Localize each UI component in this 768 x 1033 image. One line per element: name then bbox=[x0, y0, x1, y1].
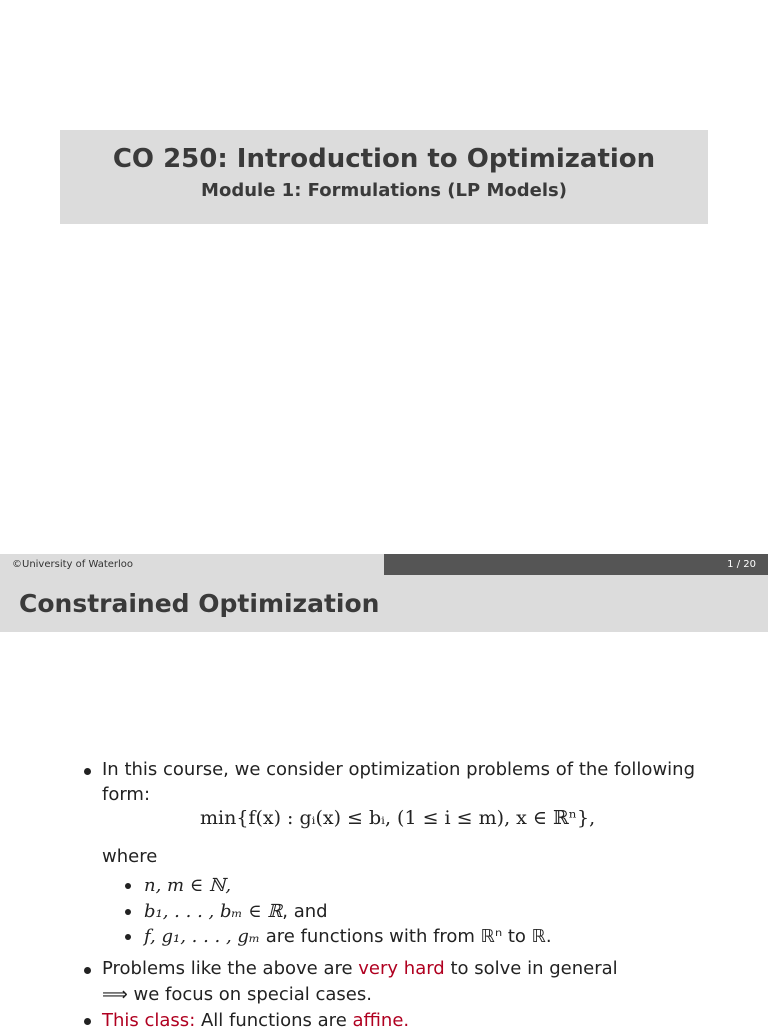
module-subtitle: Module 1: Formulations (LP Models) bbox=[201, 180, 567, 201]
sub-bullet-2 bbox=[144, 899, 328, 924]
course-title: CO 250: Introduction to Optimization bbox=[112, 144, 656, 174]
footer-institution bbox=[0, 554, 384, 575]
slide-content bbox=[0, 632, 768, 1031]
frame-title-bar bbox=[0, 575, 768, 632]
bullet-2-line-1 bbox=[102, 956, 618, 981]
sub-bullet-3 bbox=[144, 924, 552, 949]
sub-bullet-1-math: n, m ∈ ℕ, bbox=[144, 875, 232, 896]
sub-bullet-dot bbox=[125, 934, 131, 940]
title-slide-box bbox=[60, 130, 708, 224]
bullet-2-pre: Problems like the above are bbox=[102, 958, 359, 979]
bullet-1-line-2: form: bbox=[102, 784, 151, 805]
bullet-2-post: to solve in general bbox=[444, 958, 618, 979]
bullet-dot bbox=[84, 967, 91, 974]
bullet-3-line-1 bbox=[102, 1008, 409, 1033]
footer-institution-label: ©University of Waterloo bbox=[12, 559, 134, 570]
sub-bullet-2-math: b₁, . . . , bₘ ∈ ℝ bbox=[144, 901, 283, 922]
bullet-2-emphasis: very hard bbox=[358, 958, 445, 979]
sub-bullet-3-math: f, g₁, . . . , gₘ bbox=[144, 926, 260, 947]
frame-title: Constrained Optimization bbox=[19, 589, 380, 618]
sub-bullet-dot bbox=[125, 883, 131, 889]
bullet-dot bbox=[84, 768, 91, 775]
where-label: where bbox=[102, 846, 158, 867]
bullet-3-text: All functions are bbox=[195, 1010, 353, 1031]
sub-bullet-1 bbox=[144, 873, 231, 898]
bullet-1-line-1: In this course, we consider optimization problems of the following bbox=[102, 759, 695, 780]
page-number-label: 1 / 20 bbox=[727, 559, 756, 570]
sub-bullet-dot bbox=[125, 909, 131, 915]
sub-bullet-2-text: , and bbox=[282, 901, 328, 922]
bullet-3-label: This class: bbox=[102, 1010, 196, 1031]
bullet-2-line-2: ⟹ we focus on special cases. bbox=[102, 984, 372, 1005]
footer-page-number bbox=[384, 554, 768, 575]
bullet-3-emphasis: affine. bbox=[352, 1010, 410, 1031]
sub-bullet-3-text: are functions with from ℝⁿ to ℝ. bbox=[259, 926, 552, 947]
display-equation: min{f(x) : gᵢ(x) ≤ bᵢ, (1 ≤ i ≤ m), x ∈ ℝⁿ}, bbox=[200, 807, 596, 829]
